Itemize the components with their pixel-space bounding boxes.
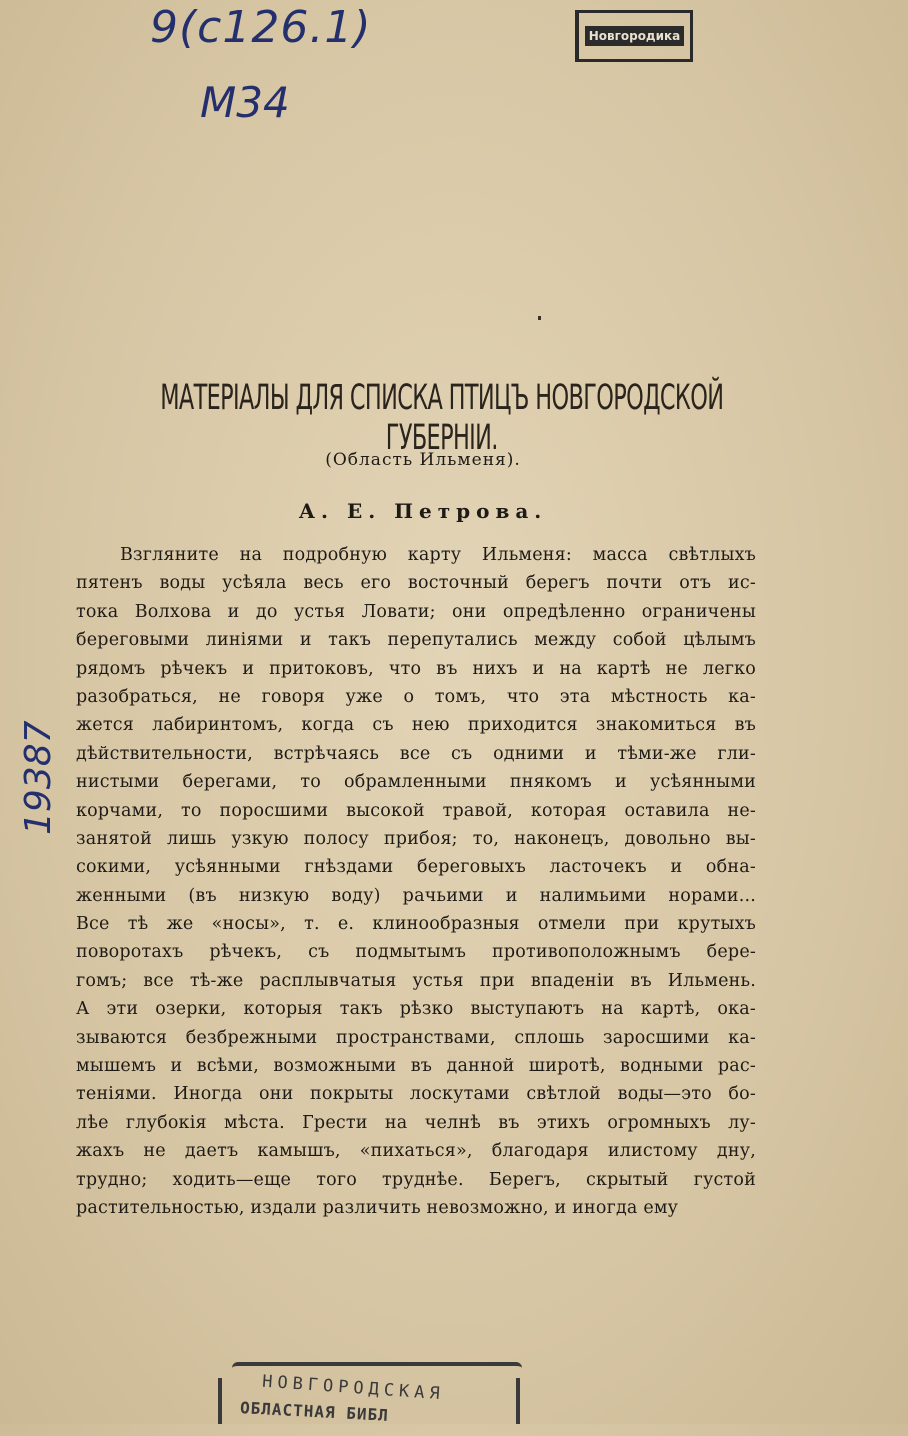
text-line: тока Волхова и до устья Ловати; они опредѣленно ограничены	[76, 601, 756, 622]
text-line: корчами, то поросшими высокой травой, которая оставила не-	[76, 800, 756, 821]
handwritten-shelfmark: 9(с126.1)	[150, 2, 372, 53]
text-line: тенiями. Иногда они покрыты лоскутами свѣтлой воды—это бо-	[76, 1084, 756, 1105]
text-line: занятой лишь узкую полосу прибоя; то, наконецъ, довольно вы-	[76, 828, 756, 849]
text-line: растительностью, издали различить невозможно, и иногда ему	[76, 1197, 679, 1218]
text-line: рядомъ рѣчекъ и притоковъ, что въ нихъ и на картѣ не легко	[76, 658, 756, 679]
text-line: разобраться, не говоря уже о томъ, что эта мѣстность ка-	[76, 686, 756, 707]
library-stamp-top	[575, 10, 693, 62]
ink-speck	[538, 316, 541, 320]
stamp-border-left	[218, 1378, 222, 1424]
text-line: Взгляните на подробную карту Ильменя: масса свѣтлыхъ	[120, 545, 756, 565]
document-author: А. Е. Петрова.	[298, 499, 548, 523]
text-line: мышемъ и всѣми, возможными въ данной широтѣ, водными рас-	[76, 1056, 756, 1077]
text-line: жется лабиринтомъ, когда съ нею приходится знакомиться въ	[76, 715, 756, 736]
body-text	[76, 541, 756, 1222]
text-line: Все тѣ же «носы», т. е. клинообразныя отмели при крутыхъ	[76, 914, 756, 935]
text-line: жахъ не даетъ камышъ, «пихаться», благодаря илистому дну,	[76, 1141, 756, 1162]
library-stamp-top-text: Новгородика	[585, 26, 685, 46]
text-line: сокими, усѣянными гнѣздами береговыхъ ласточекъ и обна-	[76, 857, 756, 878]
document-subtitle: (Область Ильменя).	[325, 450, 521, 470]
text-line: лѣе глубокiя мѣста. Грести на челнѣ въ этихъ огромныхъ лу-	[76, 1112, 756, 1133]
text-line: трудно; ходить—еще того труднѣе. Берегъ, скрытый густой	[76, 1169, 756, 1190]
text-line: дѣйствительности, встрѣчаясь все съ одними и тѣми-же гли-	[76, 743, 756, 764]
library-stamp-bottom-line1: НОВГОРОДСКАЯ	[261, 1371, 446, 1405]
text-line: гомъ; все тѣ-же расплывчатыя устья при впаденiи въ Ильмень.	[76, 970, 756, 991]
text-line: пятенъ воды усѣяла весь его восточный берегъ почти отъ ис-	[76, 573, 756, 594]
text-line: нистыми берегами, то обрамленными пнякомъ и усѣянными	[76, 772, 756, 793]
text-line: береговыми линiями и такъ перепутались между собой цѣлымъ	[76, 630, 756, 651]
stamp-border-right	[516, 1378, 520, 1424]
handwritten-inventory-number: 19387	[18, 720, 59, 835]
document-title: МАТЕРIАЛЫ ДЛЯ СПИСКА ПТИЦЪ НОВГОРОДСКОЙ ГУБЕРНIИ.	[160, 378, 724, 458]
library-stamp-bottom	[232, 1362, 522, 1436]
text-line: А эти озерки, которыя такъ рѣзко выступаютъ на картѣ, ока-	[76, 999, 756, 1020]
handwritten-shelfmark-code: М34	[200, 78, 290, 127]
text-line: поворотахъ рѣчекъ, съ подмытымъ противоположнымъ бере-	[76, 942, 756, 963]
library-stamp-bottom-line2: ОБЛАСТНАЯ БИБЛ	[239, 1398, 390, 1425]
text-line: женными (въ низкую воду) рачьими и налимьими норами...	[76, 885, 756, 906]
text-line: зываются безбрежными пространствами, сплошь заросшими ка-	[76, 1027, 756, 1048]
